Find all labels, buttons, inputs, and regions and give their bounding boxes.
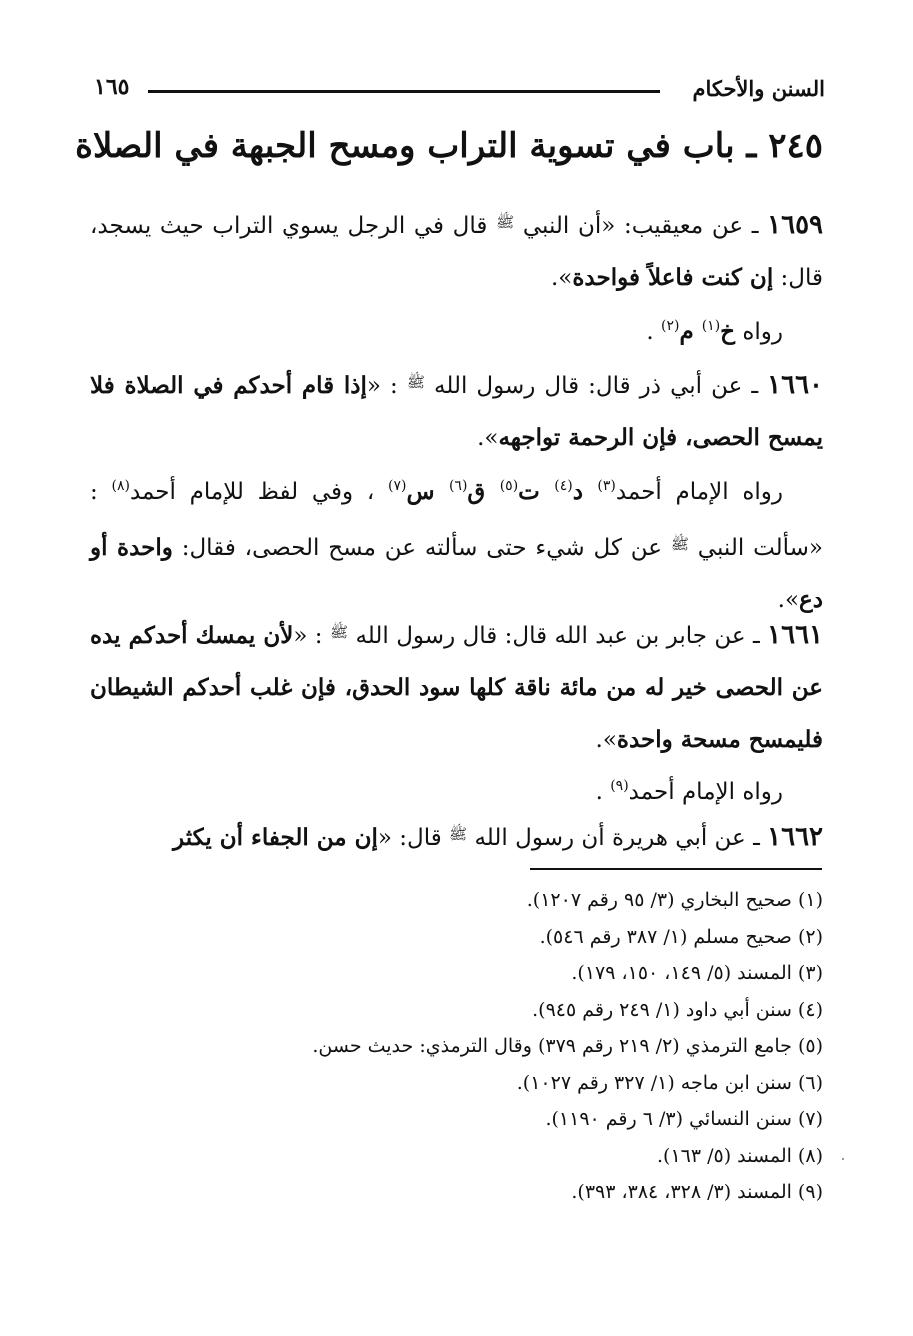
source-symbol: س (406, 478, 449, 505)
hadith-number: ١٦٦٢ (767, 822, 823, 852)
source-symbol: ت (518, 478, 555, 505)
page-number: ١٦٥ (94, 74, 130, 100)
footnotes (312, 882, 823, 1211)
takhrij-text: عن كل شيء حتى سألته عن مسح الحصى، فقال: (172, 535, 671, 561)
salawat-symbol: ﷺ (670, 535, 689, 553)
hadith-text: ـ عن جابر بن عبد الله قال: قال رسول الله (348, 623, 768, 649)
takhrij-line (596, 779, 823, 805)
footnote-ref: (١) (701, 318, 721, 334)
hadith-1662 (90, 808, 823, 864)
hadith-text: ». (595, 727, 617, 753)
source-symbol: خ (720, 318, 736, 345)
footnote-ref: (٥) (499, 478, 519, 494)
footnote-4: (٤) سنن أبي داود (١/ ٢٤٩ رقم ٩٤٥). (532, 998, 823, 1021)
takhrij-text: رواه الإمام أحمد (615, 479, 783, 505)
footnote-ref: (٣) (597, 478, 616, 494)
hadith-text: ». (477, 425, 499, 451)
hadith-1661 (90, 606, 823, 766)
hadith-quote: واحدة أو دع (90, 534, 823, 613)
hadith-text: : « (366, 373, 407, 399)
footnote-ref: (٢) (660, 318, 680, 334)
takhrij-line (646, 319, 823, 345)
salawat-symbol: ﷺ (329, 623, 349, 641)
hadith-text: ـ عن أبي هريرة أن رسول الله (467, 825, 768, 851)
footnote-8: (٨) المسند (٥/ ١٦٣). (656, 1144, 823, 1167)
hadith-quote: إن كنت فاعلاً فواحدة (572, 264, 774, 291)
hadith-number: ١٦٦١ (767, 620, 823, 650)
salawat-symbol: ﷺ (496, 213, 515, 231)
hadith-text: ». (550, 265, 573, 291)
hadith-text: قال: « (377, 825, 450, 851)
footnote-rule (530, 868, 822, 870)
footnote-9: (٩) المسند (٣/ ٣٢٨، ٣٨٤، ٣٩٣). (571, 1181, 823, 1203)
footnote-ref: (٨) (111, 478, 130, 494)
hadith-1659 (90, 196, 823, 304)
takhrij-text: ، وفي لفظ للإمام أحمد (129, 479, 388, 505)
footnote-6: (٦) سنن ابن ماجه (١/ ٣٢٧ رقم ١٠٢٧). (516, 1071, 823, 1094)
takhrij-text: رواه الإمام أحمد (628, 779, 783, 805)
takhrij-text: رواه (735, 319, 783, 345)
hadith-text: : « (293, 623, 330, 649)
scan-speck (842, 1158, 844, 1160)
footnote-ref: (٧) (387, 478, 407, 494)
salawat-symbol: ﷺ (406, 373, 425, 391)
takhrij-text: : «سألت النبي (90, 479, 824, 561)
source-symbol: د (572, 478, 598, 505)
footnote-7: (٧) سنن النسائي (٣/ ٦ رقم ١١٩٠). (545, 1108, 823, 1130)
hadith-quote: إن من الجفاء أن يكثر (173, 824, 378, 851)
chapter-heading: ٢٤٥ ـ باب في تسوية التراب ومسح الجبهة في الصلاة (75, 126, 823, 166)
footnote-3: (٣) المسند (٥/ ١٤٩، ١٥٠، ١٧٩). (571, 962, 823, 984)
running-title: السنن والأحكام (692, 76, 825, 101)
footnote-1: (١) صحيح البخاري (٣/ ٩٥ رقم ١٢٠٧). (526, 889, 823, 911)
hadith-text: قال في الرجل يسوي التراب حيث يسجد، قال: (90, 213, 823, 291)
takhrij-1660 (90, 460, 823, 626)
footnote-ref: (٦) (448, 478, 468, 494)
source-symbol: م (679, 318, 702, 345)
hadith-number: ١٦٦٠ (767, 370, 823, 400)
salawat-symbol: ﷺ (449, 825, 468, 843)
takhrij-text: ». (777, 587, 800, 613)
header-rule (148, 90, 660, 93)
takhrij-text: . (595, 779, 611, 805)
hadith-text: ـ عن معيقيب: «أن النبي (514, 213, 768, 239)
hadith-number: ١٦٥٩ (767, 210, 823, 240)
footnote-ref: (٩) (610, 778, 629, 794)
hadith-quote: لأن يمسك أحدكم يده عن الحصى خير له من مائة ناقة كلها سود الحدق، فإن غلب أحدكم الشيطان فليمسح مسحة واحدة (90, 622, 823, 753)
hadith-quote: إذا قام أحدكم في الصلاة فلا يمسح الحصى، فإن الرحمة تواجهه (90, 372, 823, 451)
takhrij-text: . (646, 319, 661, 345)
takhrij-1659 (90, 300, 823, 358)
footnote-ref: (٤) (554, 478, 573, 494)
hadith-text: ـ عن أبي ذر قال: قال رسول الله (424, 373, 768, 399)
source-symbol: ق (467, 478, 500, 505)
takhrij-indent (783, 479, 823, 505)
hadith-1660 (90, 356, 823, 464)
footnote-2: (٢) صحيح مسلم (١/ ٣٨٧ رقم ٥٤٦). (539, 925, 823, 948)
footnote-5: (٥) جامع الترمذي (٢/ ٢١٩ رقم ٣٧٩) وقال الترمذي: حديث حسن. (312, 1035, 823, 1057)
